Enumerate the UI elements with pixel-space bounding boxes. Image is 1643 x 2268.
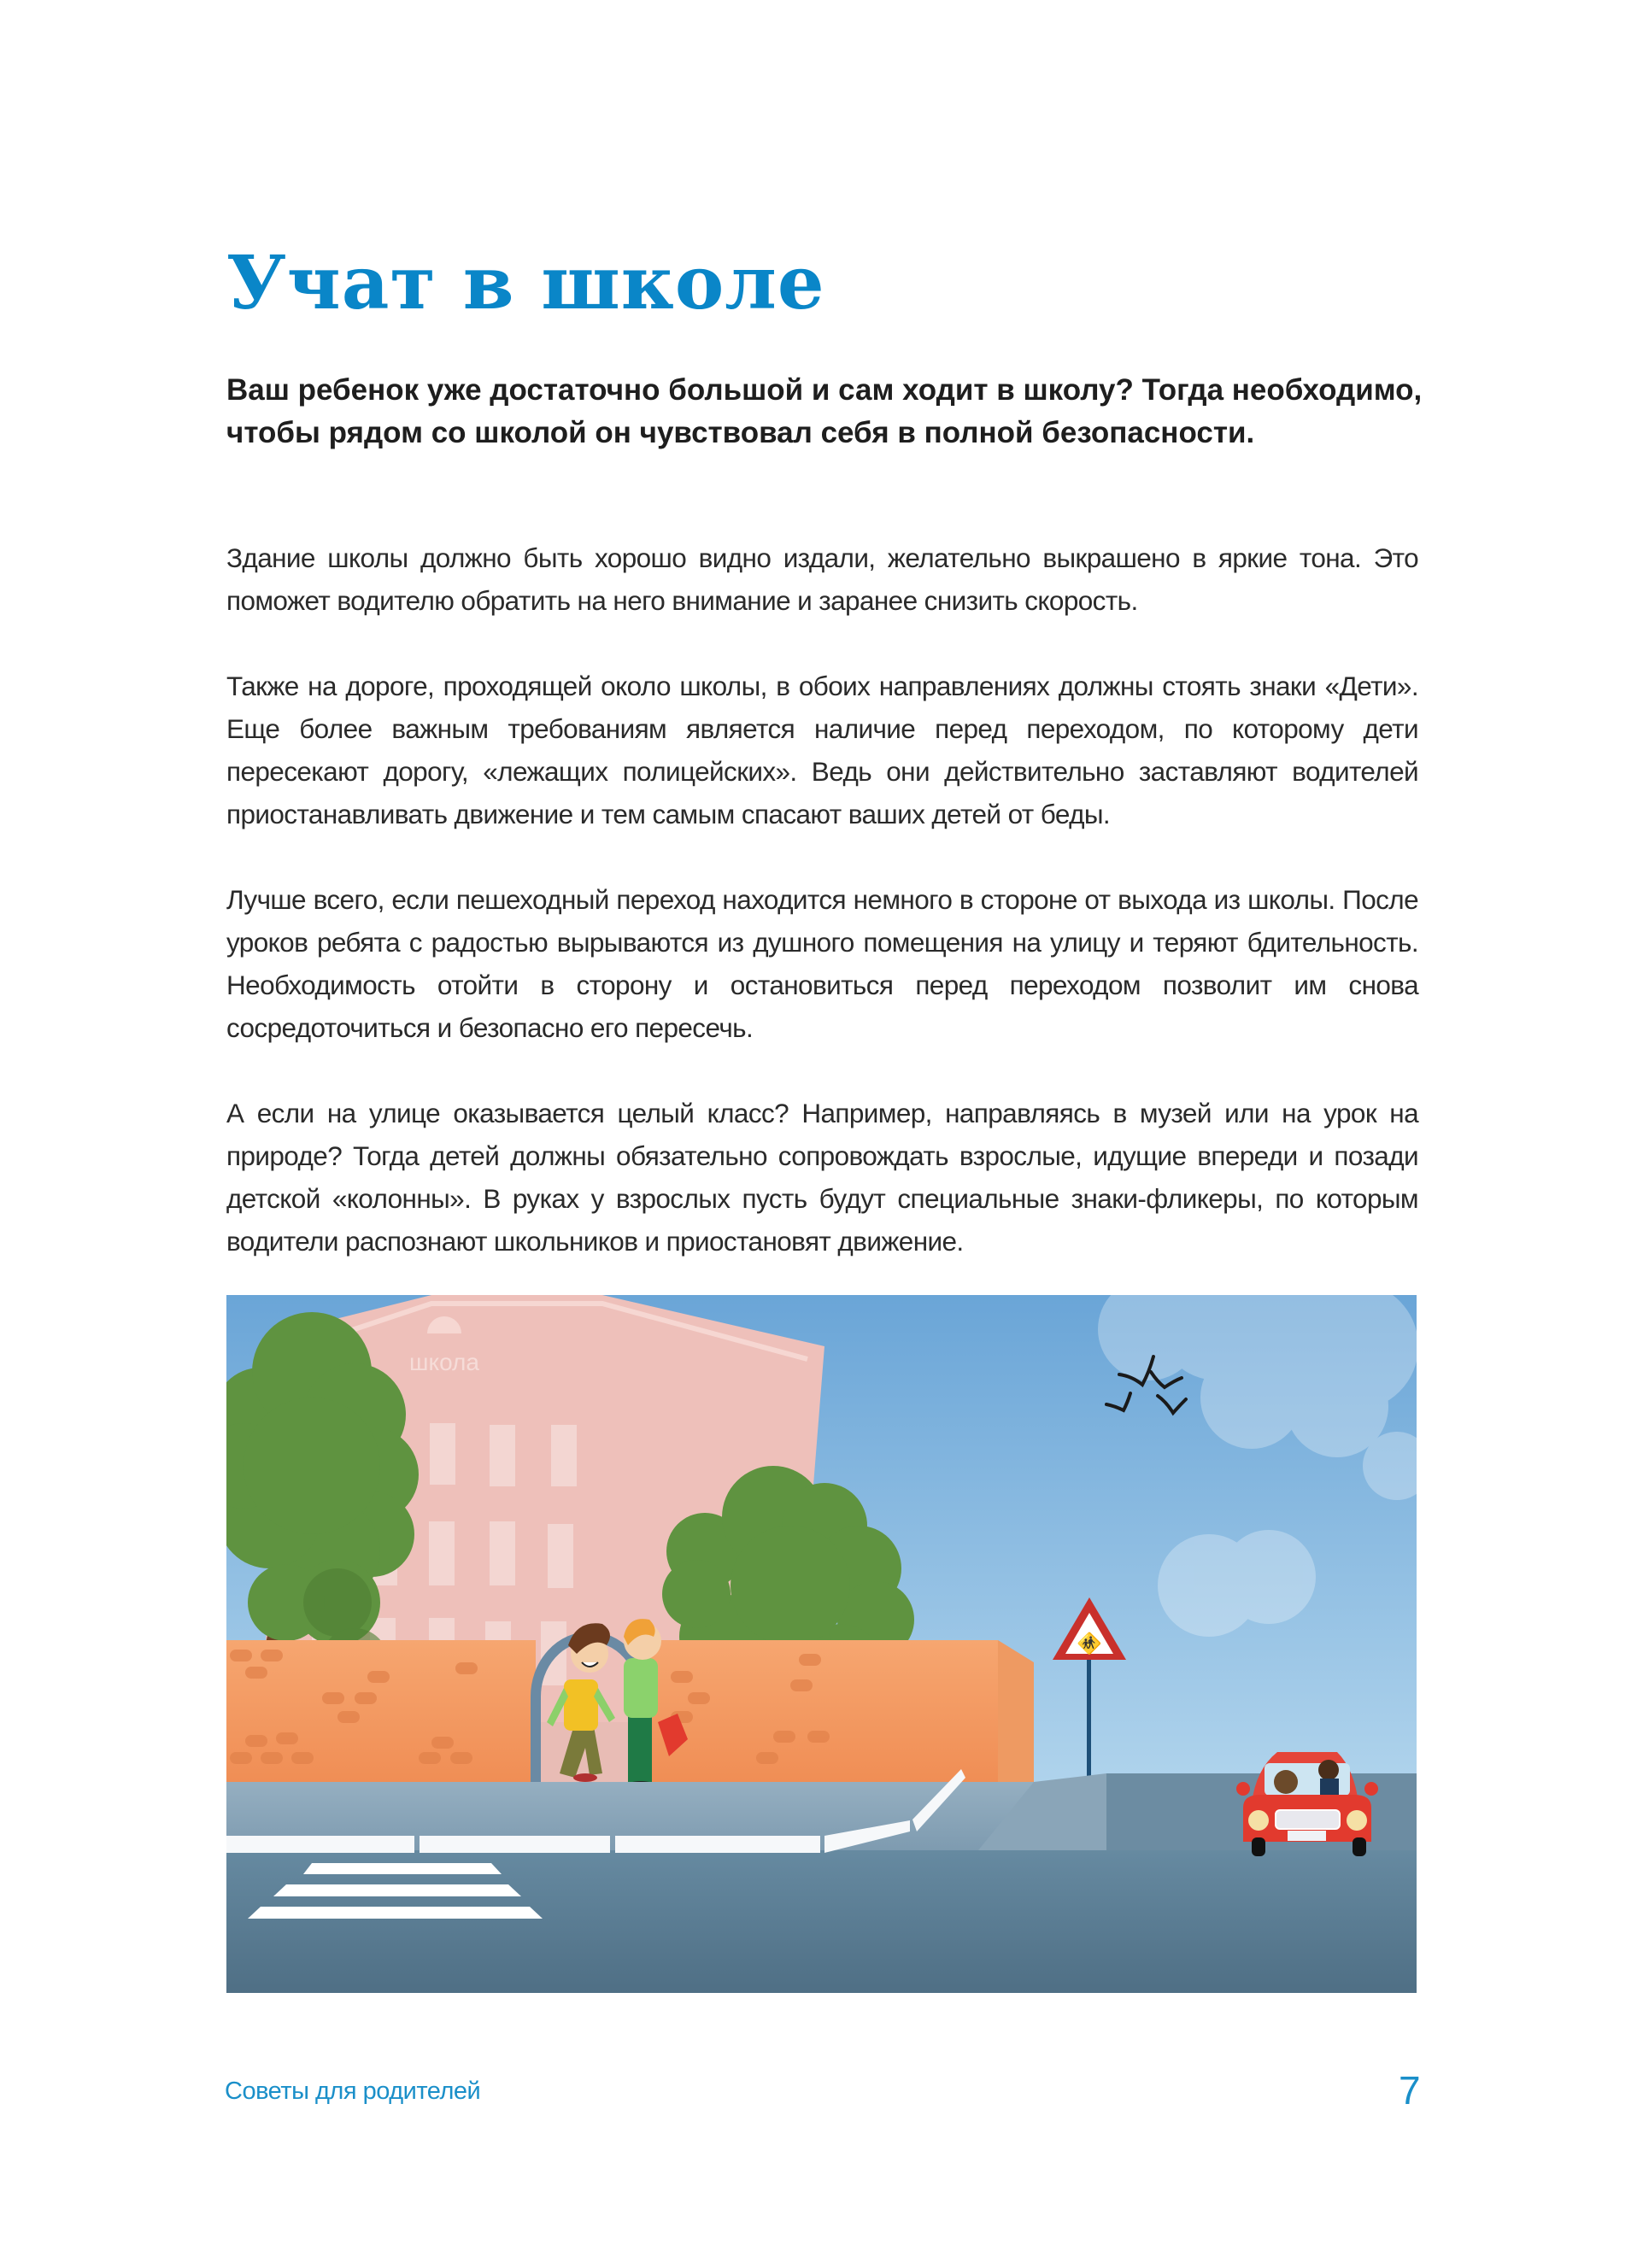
body-paragraph: Лучше всего, если пешеходный переход находится немного в стороне от выхода из школы. После уроков ребята с радостью вырываются из душного помещения на улицу и теряют бдительность. Необходимость отойти в сторону и остановиться перед переходом позволит им снова сосредоточиться и безопасно его пересечь. <box>226 884 1418 1043</box>
svg-text:🚸: 🚸 <box>1077 1632 1102 1656</box>
page-number: 7 <box>1399 2068 1421 2113</box>
body-paragraph: А если на улице оказывается целый класс? Например, направляясь в музей или на урок на природе? Тогда детей должны обязательно сопровождать взрослые, идущие впереди и позади детской «колонны». В руках у взрослых пусть будут специальные знаки-фликеры, по которым водители распознают школьников и приостановят движение. <box>226 1098 1418 1257</box>
page-title: Учат в школе <box>226 240 825 326</box>
school-street-illustration <box>226 1295 1417 1993</box>
svg-text:школа: школа <box>409 1349 479 1375</box>
body-paragraph: Здание школы должно быть хорошо видно издали, желательно выкрашено в яркие тона. Это поможет водителю обратить на него внимание и заранее снизить скорость. <box>226 542 1418 616</box>
lead-paragraph: Ваш ребенок уже достаточно большой и сам ходит в школу? Тогда необходимо, чтобы рядом со школой он чувствовал себя в полной безопасности. <box>226 373 1423 449</box>
footer-section-label: Советы для родителей <box>225 2078 481 2105</box>
body-paragraph: Также на дороге, проходящей около школы, в обоих направлениях должны стоять знаки «Дети». Еще более важным требованиям является наличие перед переходом, по которому дети пересекают дорогу, «лежащих полицейских». Ведь они действительно заставляют водителей приостанавливать движение и тем самым спасают ваших детей от беды. <box>226 671 1418 829</box>
